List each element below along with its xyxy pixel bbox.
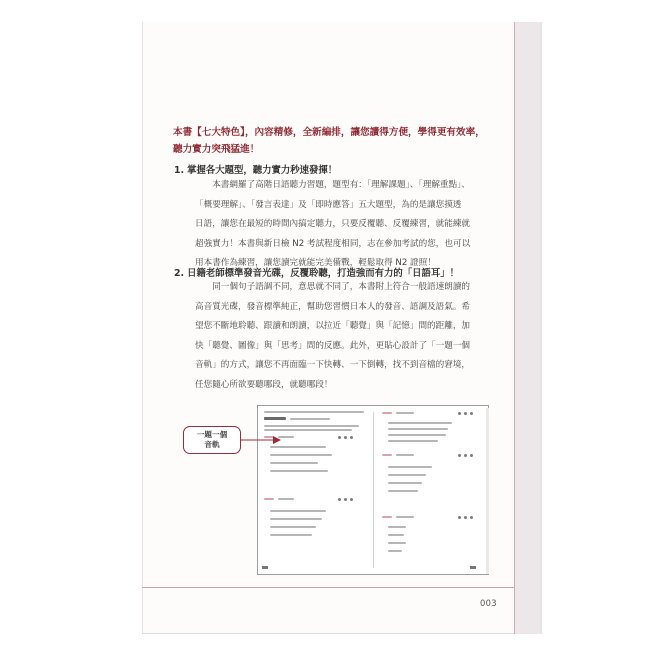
- feature-1-heading: 掌握各大題型，聽力實力秒速發揮！: [187, 165, 338, 176]
- feature-2-line: 音軌」的方式，讓您不再面臨一下快轉、一下倒轉，找不到音檔的窘境，: [195, 360, 471, 371]
- feature-1-body: [195, 176, 493, 274]
- preview-line: [388, 550, 402, 552]
- preview-line: [270, 462, 318, 464]
- preview-line: [264, 498, 274, 500]
- feature-1-title: [174, 162, 494, 176]
- preview-bullet: [470, 412, 473, 415]
- preview-bullet: [344, 498, 347, 501]
- callout-line-1: 一題一個: [196, 430, 228, 439]
- preview-line: [388, 542, 406, 544]
- feature-2-line: 任您隨心所欲要聽哪段，就聽哪段！: [195, 379, 333, 390]
- preview-line: [388, 434, 446, 436]
- feature-2-number: 2.: [174, 268, 185, 279]
- preview-bullet: [338, 436, 341, 439]
- preview-line: [264, 411, 364, 413]
- preview-bullet: [470, 516, 473, 519]
- preview-line: [396, 412, 414, 414]
- feature-1-line: 超強實力！本書與新日檢 N2 考試程度相同，志在參加考試的您，也可以: [195, 238, 471, 249]
- preview-line: [264, 417, 286, 420]
- intro-paragraph: [173, 124, 503, 158]
- preview-line: [388, 534, 404, 536]
- preview-bullet: [464, 412, 467, 415]
- preview-line: [388, 526, 406, 528]
- preview-bullet: [458, 516, 461, 519]
- feature-1-line: 本書網羅了高階日語聽力習題，題型有：「理解課題」、「理解重點」、: [195, 180, 470, 190]
- preview-bullet: [338, 498, 341, 501]
- intro-line-2: 聽力實力突飛猛進！: [173, 144, 260, 155]
- preview-line: [396, 516, 414, 518]
- preview-side-tab: [486, 408, 489, 574]
- feature-2-line: 高音質光碟，發音標準純正，幫助您習慣日本人的發音、語調及語氣。希: [195, 301, 471, 312]
- preview-line: [382, 516, 392, 518]
- sample-page-preview: [257, 405, 489, 575]
- preview-line: [264, 425, 359, 427]
- preview-column-divider: [373, 412, 374, 568]
- preview-bullet: [458, 412, 461, 415]
- preview-line: [388, 440, 438, 442]
- page-edge-band: [514, 22, 540, 634]
- preview-line: [270, 510, 326, 512]
- preview-line: [388, 482, 422, 484]
- feature-2-line: 快「聽覺、圖像」與「思考」間的反應。此外，更貼心設計了「一題一個: [195, 340, 471, 351]
- feature-2-heading: 日籍老師標準發音光碟，反覆聆聽，打造強而有力的「日語耳」！: [187, 268, 459, 279]
- page-fold: [540, 22, 542, 634]
- feature-1-line: 用本書作為練習，讓您讀完就能完美備戰，輕鬆取得 N2 證照！: [195, 258, 436, 269]
- preview-line: [270, 526, 316, 528]
- feature-2-line: 同一個句子語調不同，意思就不同了，本書附上符合一般語速朗讀的: [195, 282, 471, 292]
- preview-line: [270, 534, 312, 536]
- feature-2-body: [195, 278, 493, 396]
- preview-bullet: [350, 498, 353, 501]
- preview-line: [396, 454, 414, 456]
- feature-1-number: 1.: [174, 165, 185, 176]
- preview-bullet: [464, 454, 467, 457]
- feature-2-line: 望您不斷地聆聽、跟讀和朗讀，以拉近「聽覺」與「記憶」間的距離，加: [195, 321, 471, 332]
- intro-line-1: 本書【七大特色】，內容精修，全新編排，讓您讀得方便，學得更有效率，: [173, 127, 485, 138]
- preview-line: [382, 412, 392, 414]
- preview-line: [388, 474, 426, 476]
- page-number: 003: [480, 598, 497, 608]
- preview-line: [270, 470, 328, 472]
- preview-line: [278, 498, 294, 500]
- preview-line: [382, 454, 392, 456]
- preview-bullet: [464, 516, 467, 519]
- callout-arrow-icon: [241, 434, 281, 446]
- callout-line-2: 音軌: [204, 440, 220, 449]
- preview-bullet: [350, 436, 353, 439]
- preview-line: [388, 422, 452, 424]
- preview-line: [270, 446, 326, 448]
- preview-bullet: [344, 436, 347, 439]
- preview-line: [388, 428, 448, 430]
- feature-2-title: [174, 265, 494, 279]
- preview-footer-mark: [262, 566, 268, 569]
- preview-line: [270, 518, 322, 520]
- preview-line: [388, 466, 432, 468]
- preview-bullet: [470, 454, 473, 457]
- feature-1-line: 日語，讓您在最短的時間內搞定聽力，只要反覆聽、反覆練習，就能練就: [195, 219, 471, 230]
- track-callout: [183, 426, 241, 454]
- preview-line: [264, 429, 352, 431]
- preview-bullet: [458, 454, 461, 457]
- preview-line: [290, 418, 330, 420]
- feature-1-line: 「概要理解」、「發言表達」及「即時應答」五大題型，為的是讓您摸透: [195, 199, 462, 210]
- preview-line: [388, 490, 418, 492]
- preview-line: [270, 454, 332, 456]
- page-bottom-rule: [142, 587, 514, 588]
- preview-footer-mark: [470, 566, 476, 569]
